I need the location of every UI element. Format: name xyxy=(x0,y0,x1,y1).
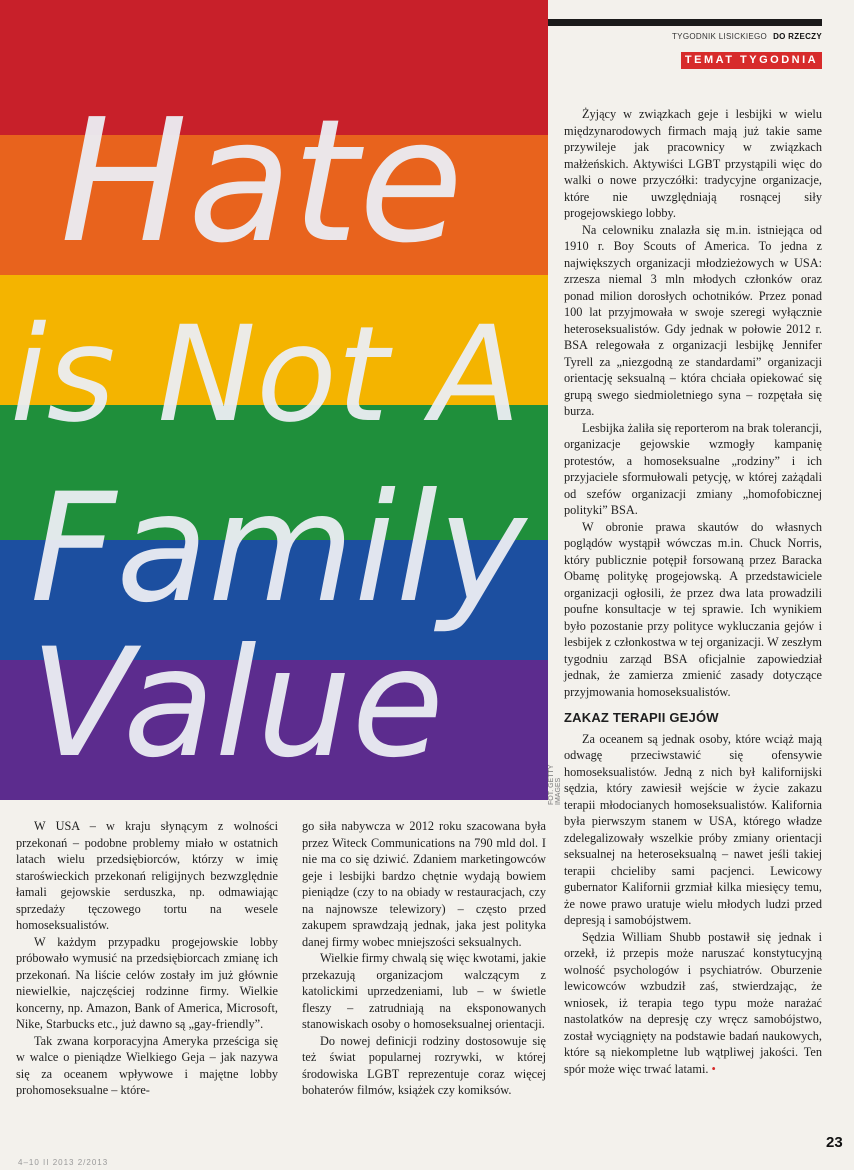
photo-credit: FOT. GETTY IMAGES xyxy=(548,764,562,805)
paragraph: W obronie prawa skautów do własnych poglądów wystąpił wówczas m.in. Chuck Norris, który publicznie potępił forsowaną przez Baracka Obamę politykę progejowską. A przedstawiciele organizacji ogłosili, że przez dwa lata prowadzili poufne konsultacje w tej sprawie. Ich wynikiem było pozostanie przy polityce wykluczania gejów i lesbijek z członkostwa w tej organizacji. W zeszłym tygodniu zarząd BSA oficjalnie zapowiedział jednak, że zamierza zmienić zasady dotyczące przyjmowania homoseksualistów. xyxy=(564,519,822,699)
paragraph: W każdym przypadku progejowskie lobby próbowało wymusić na przedsiębiorcach zmianę ich przekonań. Na liście celów zostały im już głównie niewielkie, najczęściej rodzinne firmy. Wielkie koncerny, np. Amazon, Bank of America, Microsoft, Nike, Starbucks etc., już dawno są „gay-friendly”. xyxy=(16,934,278,1031)
paragraph: W USA – w kraju słynącym z wolności przekonań – podobne problemy miało w ostatnich latach wielu przedsiębiorców, którzy w imię staroświeckich przekonań religijnych bezwzględnie łamali gejowskie serduszka, np. odmawiając sprzedaży tęczowego tortu na wesele homoseksualistów. xyxy=(16,819,278,932)
article-column-2 xyxy=(302,818,546,1099)
paragraph: Lesbijka żaliła się reporterom na brak tolerancji, organizacje gejowskie wzmogły kampanię protestów, a homoseksualne „rodziny” i ich przyjaciele sformułowali petycję, w której zażądali od szefów organizacji zmiany „homofobicznej polityki” BSA. xyxy=(564,420,822,517)
paragraph: go siła nabywcza w 2012 roku szacowana była przez Witeck Communications na 790 mld dol. I nie ma co się dziwić. Zdaniem marketingowców geje i lesbijki bardzo chętnie wydają bowiem pieniądze (czy to na obiady w restauracjach, czy na najnowsze telewizory) – często przed zakupem sprawdzają jednak, jaka jest polityka danej firmy wobec mniejszości seksualnych. xyxy=(302,819,546,949)
paragraph-text: Sędzia William Shubb postawił się jednak i orzekł, iż przepis może naruszać konstytucyjną wolność psychologów i psychiatrów. Oburzenie lewicowców wzbudził zaś, stwierdzając, że wniosek, iż terapia tego typu może narażać nastolatków na depresję czy wręcz samobójstwo, został wyciągnięty na podstawie badań naukowych, które są niekompletne lub wątpliwej jakości. Ten spór może więc trwać latami. xyxy=(564,929,822,1076)
article-column-3 xyxy=(564,106,822,1077)
subheading: ZAKAZ TERAPII GEJÓW xyxy=(564,710,719,725)
top-rule xyxy=(548,19,822,26)
page-number: 23 xyxy=(826,1134,843,1151)
masthead xyxy=(600,32,822,41)
paragraph: Tak zwana korporacyjna Ameryka prześciga się w walce o pieniądze Wielkiego Geja – jak nazywa się za oceanem wpływowe i majętne lobby prohomoseksualne – które- xyxy=(16,1033,278,1097)
publication-name: TYGODNIK LISICKIEGO xyxy=(672,32,768,41)
article-column-1 xyxy=(16,818,278,1099)
paragraph xyxy=(564,929,822,1078)
painted-slogan xyxy=(0,0,548,800)
end-mark: • xyxy=(711,1061,716,1076)
paragraph: Za oceanem są jednak osoby, które wciąż mają odwagę przeciwstawić się ofensywie homoseksualistów. Jedną z nich był kalifornijski sędzia, który zawiesił wejście w życie zakazu terapii młodocianych homoseksualistów. Kalifornia była pierwszym stanem w USA, którego władze zdelegalizowały wszelkie próby zmiany orientacji seksualnej na heteroseksualną – nawet jeśli takiej terapii chcieliby sami pacjenci. Lewicowy gubernator Kalifornii grzmiał kilka miesięcy temu, że nowe prawo uratuje wielu młodych ludzi przed depresją i samobójstwem. xyxy=(564,731,822,927)
painted-line: Value xyxy=(30,617,444,791)
painted-line: Hate xyxy=(60,83,464,281)
paragraph: Na celowniku znalazła się m.in. istniejąca od 1910 r. Boy Scouts of America. To jedna z największych organizacji młodzieżowych w USA: zrzesza niemal 3 mln młodych członków oraz ponad milion dorosłych ochotników. Przez ponad 100 lat przyjmowała w swoje szeregi wyłącznie heteroseksualistów. Gdy jednak w połowie 2012 r. BSA relegowała z organizacji lesbijkę Jennifer Tyrell za „niezgodną ze standardami” organizacji orientację seksualną – która chciała opiekować się grupą swego siedmioletniego syna – rozpętała się burza. xyxy=(564,222,822,418)
issue-footer: 4–10 II 2013 2/2013 xyxy=(18,1158,109,1167)
brand-name: DO RZECZY xyxy=(773,32,822,41)
painted-line: Family xyxy=(30,462,527,636)
rainbow-flag-image xyxy=(0,0,548,800)
paragraph: Wielkie firmy chwalą się więc kwotami, jakie przekazują organizacjom walczącym z katolickimi uprzedzeniami, lub – w świetle fleszy – zatrudniają na eksponowanych stanowiskach osoby o homoseksualnej orientacji. xyxy=(302,951,546,1031)
section-label: TEMAT TYGODNIA xyxy=(681,52,822,69)
paragraph: Żyjący w związkach geje i lesbijki w wielu międzynarodowych firmach mają już takie same przywileje jak pracownicy w związkach małżeńskich. Aktywiści LGBT przystąpili więc do walki o nowe przyczółki: tradycyjne organizacje, które nie uwzględniają rosnącej siły progejowskiego lobby. xyxy=(564,107,822,220)
paragraph: Do nowej definicji rodziny dostosowuje się też świat popularnej rozrywki, w której środowiska LGBT reprezentuje coraz więcej bohaterów filmów, książek czy komiksów. xyxy=(302,1033,546,1097)
painted-line: is Not A xyxy=(10,298,521,452)
